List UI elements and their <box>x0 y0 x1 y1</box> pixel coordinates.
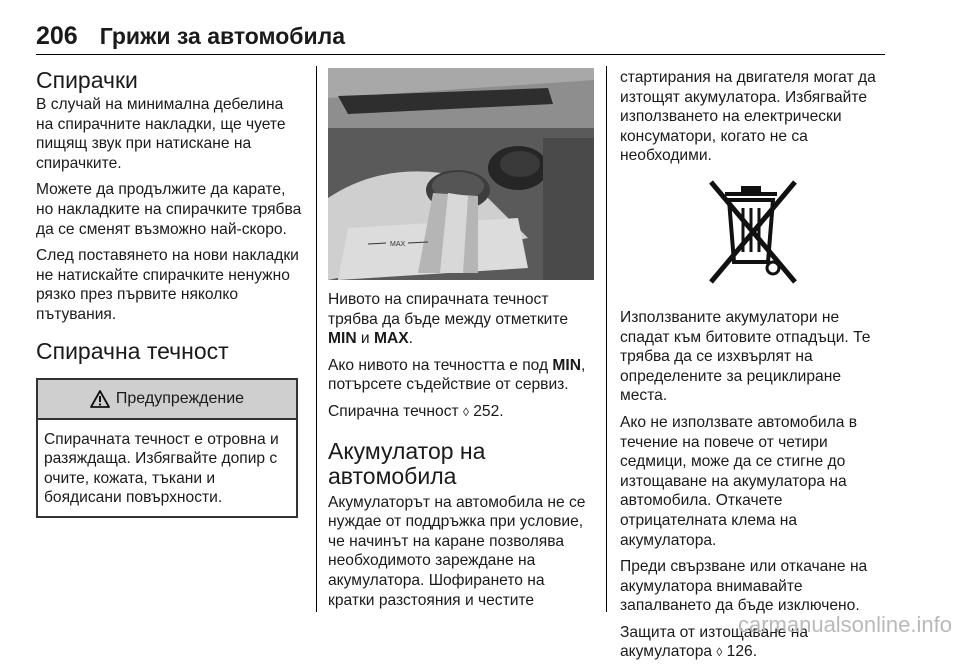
page-reference-link[interactable]: 126 <box>726 643 753 661</box>
header-rule <box>36 54 885 55</box>
battery-paragraph-5: Преди свързване или откачане на акумулатора внимавайте запалването да бъде изключено. <box>620 558 868 615</box>
brake-fluid-heading: Спирачна течност <box>36 337 229 364</box>
battery-reference-paragraph: Защита от изтощаване на акумулатора ◊ 126. <box>620 623 809 661</box>
brakes-paragraph-2: Можете да продължите да карате, но накладките на спирачките трябва да се сменят възможно най-скоро. <box>36 181 302 238</box>
battery-paragraph-2: стартирания на двигателя могат да изтощят акумулатора. Избягвайте използването на електрически консуматори, когато не са необходими. <box>620 69 876 165</box>
page-header <box>36 22 886 50</box>
page-number: 206 <box>36 22 78 50</box>
fluid-low-paragraph: Ако нивото на течността е под MIN, потърсете съдействие от сервиз. <box>328 356 586 394</box>
page-reference-icon: ◊ <box>716 645 723 660</box>
column-1 <box>36 68 302 518</box>
column-divider-2 <box>606 66 607 612</box>
crossed-out-wheelie-bin-icon <box>705 178 801 290</box>
warning-header <box>38 380 296 420</box>
fluid-reference-paragraph: Спирачна течност ◊ 252. <box>328 402 504 420</box>
battery-heading: Акумулатор на автомобила <box>328 437 486 489</box>
warning-title: Предупреждение <box>115 389 245 407</box>
column-divider-1 <box>316 66 317 612</box>
battery-paragraph-3: Използваните акумулатори не спадат към битовите отпадъци. Те трябва да се изхвърлят на определените за рециклиране места. <box>620 308 871 405</box>
brakes-paragraph-1: В случай на минимална дебелина на спирачните накладки, ще чуете пищящ звук при натискане на спирачките. <box>36 96 286 172</box>
watermark: carmanualsonline.info <box>737 612 952 637</box>
page-reference-icon: ◊ <box>462 404 469 419</box>
battery-paragraph-1: Акумулаторът на автомобила не се нуждае от поддръжка при условие, че начинът на каране позволява необходимото зареждане на акумулатора. Шофирането на кратки разстояния и честите <box>328 493 586 609</box>
page-reference-link[interactable]: 252 <box>473 402 500 420</box>
column-3 <box>620 68 886 670</box>
warning-box <box>36 378 298 518</box>
brakes-paragraph-3: След поставянето на нови накладки не натискайте спирачките ненужно рязко през първите няколко пътувания. <box>36 247 299 323</box>
column-2 <box>328 68 594 617</box>
brakes-heading: Спирачки <box>36 67 138 93</box>
warning-triangle-icon <box>90 390 110 408</box>
brake-fluid-reservoir-photo <box>328 68 594 280</box>
warning-text: Спирачната течност е отровна и разяждаща. Избягвайте допир с очите, кожата, тъкани и боядисани повърхности. <box>44 430 279 507</box>
max-mark-label: MAX <box>390 241 406 248</box>
page-title: Грижи за автомобила <box>99 23 346 49</box>
fluid-level-paragraph: Нивото на спирачната течност трябва да бъде между отметките MIN и MAX. <box>328 291 569 348</box>
battery-paragraph-4: Ако не използвате автомобила в течение на повече от четири седмици, може да се стигне до изтощаване на акумулатора на автомобила. Откачете отрицателната клема на акумулатора. <box>620 413 857 549</box>
